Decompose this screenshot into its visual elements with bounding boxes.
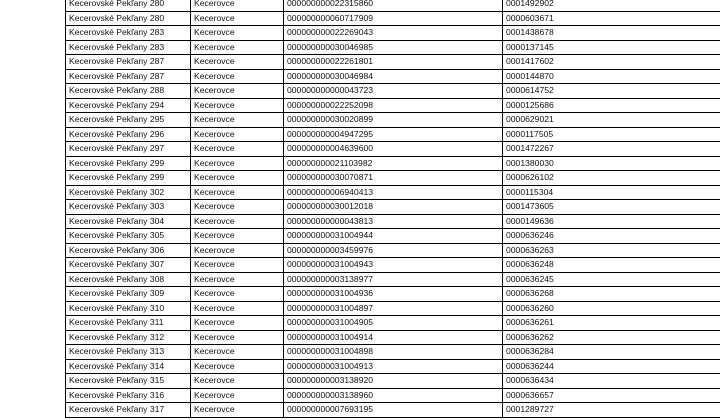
long-id-cell: 000000000030046985 [284, 40, 503, 55]
municipality-cell: Kecerovce [191, 127, 284, 142]
short-id-cell: 0000636434 [503, 374, 720, 389]
address-cell: Kecerovské Pekľany 311 [66, 316, 191, 331]
long-id-cell: 000000000031004913 [284, 359, 503, 374]
address-cell: Kecerovské Pekľany 283 [66, 26, 191, 41]
short-id-cell: 0000115304 [503, 185, 720, 200]
long-id-cell: 000000000030020899 [284, 113, 503, 128]
long-id-cell: 000000000030070871 [284, 171, 503, 186]
short-id-cell: 0000629021 [503, 113, 720, 128]
address-cell: Kecerovské Pekľany 294 [66, 98, 191, 113]
long-id-cell: 000000000031004936 [284, 287, 503, 302]
long-id-cell: 000000000030046984 [284, 69, 503, 84]
address-cell: Kecerovské Pekľany 304 [66, 214, 191, 229]
address-cell: Kecerovské Pekľany 308 [66, 272, 191, 287]
table-row [66, 301, 720, 316]
short-id-cell: 0001380030 [503, 156, 720, 171]
table-row [66, 200, 720, 215]
municipality-cell: Kecerovce [191, 142, 284, 157]
table-row [66, 374, 720, 389]
long-id-cell: 000000000006940413 [284, 185, 503, 200]
table-row [66, 316, 720, 331]
address-cell: Kecerovské Pekľany 305 [66, 229, 191, 244]
municipality-cell: Kecerovce [191, 185, 284, 200]
table-row [66, 171, 720, 186]
table-row [66, 69, 720, 84]
table-row [66, 185, 720, 200]
address-cell: Kecerovské Pekľany 314 [66, 359, 191, 374]
short-id-cell: 0000137145 [503, 40, 720, 55]
address-cell: Kecerovské Pekľany 307 [66, 258, 191, 273]
municipality-cell: Kecerovce [191, 316, 284, 331]
table-row [66, 330, 720, 345]
long-id-cell: 000000000003138960 [284, 388, 503, 403]
address-cell: Kecerovské Pekľany 303 [66, 200, 191, 215]
municipality-cell: Kecerovce [191, 171, 284, 186]
short-id-cell: 0000636284 [503, 345, 720, 360]
address-cell: Kecerovské Pekľany 309 [66, 287, 191, 302]
address-cell: Kecerovské Pekľany 306 [66, 243, 191, 258]
short-id-cell: 0000636260 [503, 301, 720, 316]
municipality-cell: Kecerovce [191, 98, 284, 113]
address-cell: Kecerovské Pekľany 287 [66, 69, 191, 84]
long-id-cell: 000000000004639600 [284, 142, 503, 157]
address-cell: Kecerovské Pekľany 283 [66, 40, 191, 55]
short-id-cell: 0000636261 [503, 316, 720, 331]
table-row [66, 127, 720, 142]
address-cell: Kecerovské Pekľany 313 [66, 345, 191, 360]
short-id-cell: 0000636268 [503, 287, 720, 302]
municipality-cell: Kecerovce [191, 229, 284, 244]
long-id-cell: 000000000000043813 [284, 214, 503, 229]
municipality-cell: Kecerovce [191, 388, 284, 403]
short-id-cell: 0000636244 [503, 359, 720, 374]
long-id-cell: 000000000060717909 [284, 11, 503, 26]
table-row [66, 142, 720, 157]
municipality-cell: Kecerovce [191, 156, 284, 171]
long-id-cell: 000000000031004905 [284, 316, 503, 331]
table-row [66, 55, 720, 70]
long-id-cell: 000000000007693195 [284, 403, 503, 418]
long-id-cell: 000000000000043723 [284, 84, 503, 99]
municipality-cell: Kecerovce [191, 330, 284, 345]
address-cell: Kecerovské Pekľany 302 [66, 185, 191, 200]
long-id-cell: 000000000031004943 [284, 258, 503, 273]
short-id-cell: 0000603671 [503, 11, 720, 26]
data-table [65, 0, 720, 418]
address-cell: Kecerovské Pekľany 299 [66, 171, 191, 186]
short-id-cell: 0000636263 [503, 243, 720, 258]
table-row [66, 287, 720, 302]
address-cell: Kecerovské Pekľany 316 [66, 388, 191, 403]
long-id-cell: 000000000022269043 [284, 26, 503, 41]
long-id-cell: 000000000031004944 [284, 229, 503, 244]
table-row [66, 359, 720, 374]
table-row [66, 156, 720, 171]
municipality-cell: Kecerovce [191, 374, 284, 389]
long-id-cell: 000000000003138977 [284, 272, 503, 287]
long-id-cell: 000000000021103982 [284, 156, 503, 171]
short-id-cell: 0001438678 [503, 26, 720, 41]
address-cell: Kecerovské Pekľany 312 [66, 330, 191, 345]
table-row [66, 229, 720, 244]
short-id-cell: 0001492902 [503, 0, 720, 11]
long-id-cell: 000000000022252098 [284, 98, 503, 113]
address-cell: Kecerovské Pekľany 310 [66, 301, 191, 316]
table-row [66, 214, 720, 229]
municipality-cell: Kecerovce [191, 403, 284, 418]
address-cell: Kecerovské Pekľany 297 [66, 142, 191, 157]
address-cell: Kecerovské Pekľany 299 [66, 156, 191, 171]
municipality-cell: Kecerovce [191, 301, 284, 316]
short-id-cell: 0000125686 [503, 98, 720, 113]
municipality-cell: Kecerovce [191, 113, 284, 128]
long-id-cell: 000000000031004898 [284, 345, 503, 360]
address-cell: Kecerovské Pekľany 280 [66, 11, 191, 26]
table-row [66, 403, 720, 418]
short-id-cell: 0000636246 [503, 229, 720, 244]
short-id-cell: 0001289727 [503, 403, 720, 418]
short-id-cell: 0000636248 [503, 258, 720, 273]
address-cell: Kecerovské Pekľany 296 [66, 127, 191, 142]
long-id-cell: 000000000003459976 [284, 243, 503, 258]
municipality-cell: Kecerovce [191, 11, 284, 26]
table-row [66, 113, 720, 128]
municipality-cell: Kecerovce [191, 287, 284, 302]
short-id-cell: 0000149636 [503, 214, 720, 229]
long-id-cell: 000000000004947295 [284, 127, 503, 142]
short-id-cell: 0000117505 [503, 127, 720, 142]
address-cell: Kecerovské Pekľany 280 [66, 0, 191, 11]
table-row [66, 258, 720, 273]
long-id-cell: 000000000031004897 [284, 301, 503, 316]
municipality-cell: Kecerovce [191, 55, 284, 70]
table-row [66, 98, 720, 113]
address-cell: Kecerovské Pekľany 295 [66, 113, 191, 128]
table-row [66, 243, 720, 258]
long-id-cell: 000000000031004914 [284, 330, 503, 345]
table-row [66, 84, 720, 99]
table-row [66, 11, 720, 26]
table-row [66, 26, 720, 41]
short-id-cell: 0000614752 [503, 84, 720, 99]
municipality-cell: Kecerovce [191, 345, 284, 360]
short-id-cell: 0001472267 [503, 142, 720, 157]
short-id-cell: 0001417602 [503, 55, 720, 70]
table-row [66, 0, 720, 11]
municipality-cell: Kecerovce [191, 258, 284, 273]
short-id-cell: 0000636657 [503, 388, 720, 403]
long-id-cell: 000000000022315860 [284, 0, 503, 11]
long-id-cell: 000000000030012018 [284, 200, 503, 215]
municipality-cell: Kecerovce [191, 69, 284, 84]
long-id-cell: 000000000003138920 [284, 374, 503, 389]
address-cell: Kecerovské Pekľany 315 [66, 374, 191, 389]
table-row [66, 272, 720, 287]
short-id-cell: 0000636262 [503, 330, 720, 345]
address-cell: Kecerovské Pekľany 317 [66, 403, 191, 418]
municipality-cell: Kecerovce [191, 214, 284, 229]
municipality-cell: Kecerovce [191, 359, 284, 374]
municipality-cell: Kecerovce [191, 26, 284, 41]
short-id-cell: 0000626102 [503, 171, 720, 186]
municipality-cell: Kecerovce [191, 243, 284, 258]
table-row [66, 40, 720, 55]
municipality-cell: Kecerovce [191, 272, 284, 287]
municipality-cell: Kecerovce [191, 40, 284, 55]
table-row [66, 345, 720, 360]
long-id-cell: 000000000022261801 [284, 55, 503, 70]
short-id-cell: 0001473605 [503, 200, 720, 215]
table-body [66, 0, 720, 417]
address-cell: Kecerovské Pekľany 288 [66, 84, 191, 99]
municipality-cell: Kecerovce [191, 84, 284, 99]
short-id-cell: 0000636245 [503, 272, 720, 287]
table-row [66, 388, 720, 403]
municipality-cell: Kecerovce [191, 0, 284, 11]
municipality-cell: Kecerovce [191, 200, 284, 215]
address-cell: Kecerovské Pekľany 287 [66, 55, 191, 70]
short-id-cell: 0000144870 [503, 69, 720, 84]
